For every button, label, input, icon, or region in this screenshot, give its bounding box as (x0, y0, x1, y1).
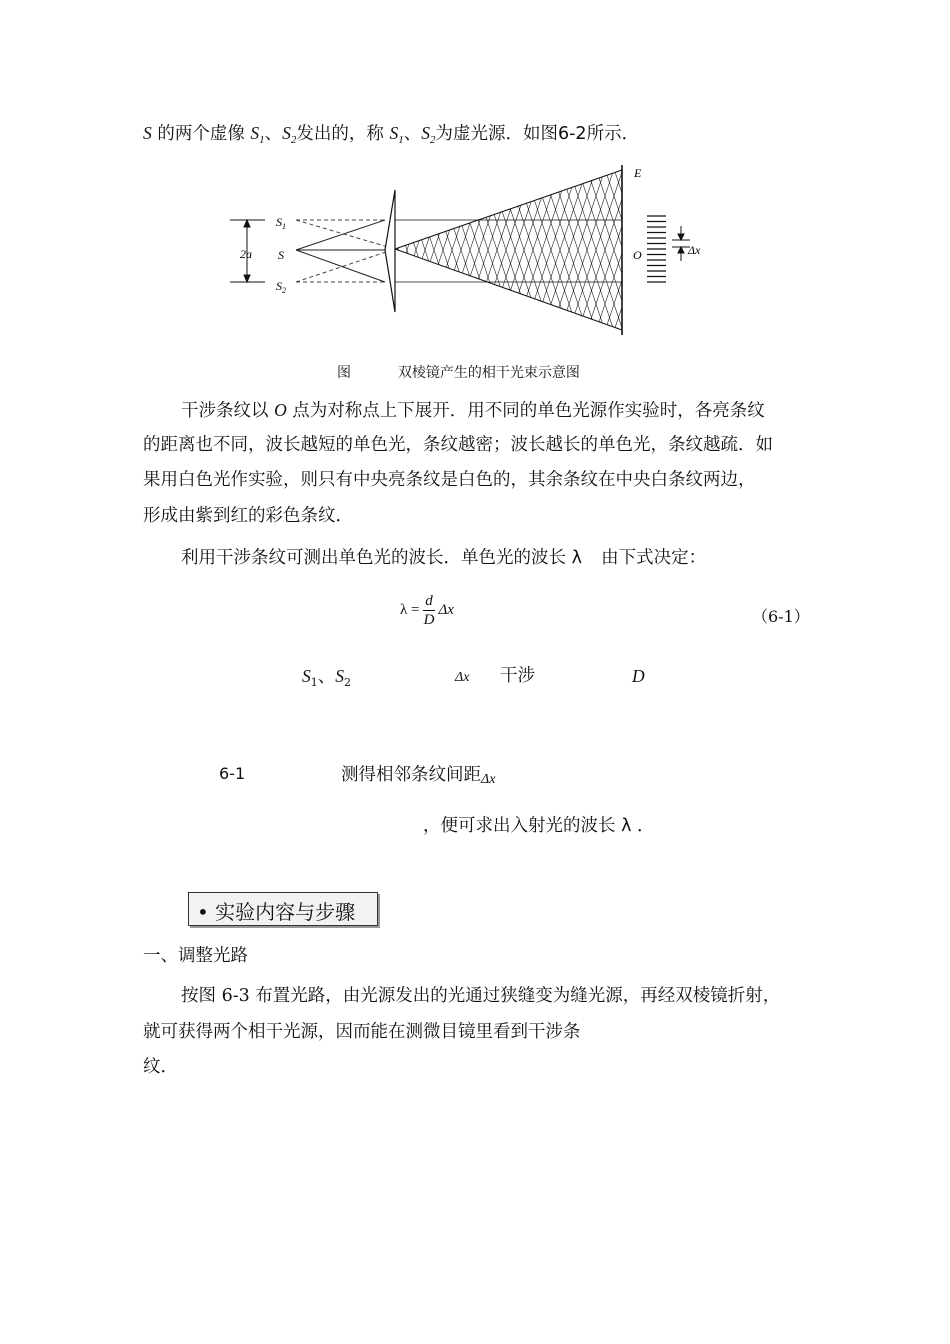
hatch-line (458, 160, 518, 340)
hatch-line (395, 160, 455, 340)
symbol-S: S (143, 123, 152, 143)
fragment-measure: 测得相邻条纹间距Δx (341, 765, 496, 787)
hatch-line (476, 160, 536, 340)
label-O: O (633, 248, 642, 262)
hatch-line (404, 160, 464, 340)
fragment-dx: Δx (455, 670, 470, 685)
symbol-S2: $S_2$ (282, 123, 297, 146)
intro-text-3: 为虚光源．如图 (435, 124, 558, 144)
intro-sep-1: 、 (264, 124, 283, 144)
hatch-line (719, 160, 779, 340)
eq-lhs: λ = (400, 602, 420, 618)
label-2a: 2a (240, 247, 252, 261)
hatch-line (701, 160, 761, 340)
hatch-line (728, 160, 788, 340)
caption-prefix: 图 (337, 365, 351, 381)
hatch-line (656, 160, 716, 340)
label-S: S (278, 248, 284, 262)
label-S2: $S_2$ (276, 279, 286, 295)
section-p1-line3: 纹． (143, 1057, 178, 1077)
symbol-S2b: $S_2$ (421, 123, 436, 146)
para1-line1: 干涉条纹以 O 点为对称点上下展开．用不同的单色光源作实验时，各亮条纹 (181, 400, 765, 421)
fragment-ganshe: 干涉 (500, 666, 535, 686)
hatch-line (485, 160, 545, 340)
hatch-line (512, 160, 572, 340)
hatch-line (737, 160, 797, 340)
caption-text: 双棱镜产生的相干光束示意图 (397, 365, 580, 381)
subsection-title: 一、调整光路 (143, 946, 248, 966)
section-heading-text: • 实验内容与步骤 (197, 900, 356, 924)
biprism-diagram (0, 160, 950, 360)
figure-ref: 6-2 (557, 124, 587, 144)
symbol-O: O (274, 400, 287, 420)
lambda-symbol: λ (571, 548, 582, 568)
eq-rhs: Δx (438, 602, 454, 618)
fringe-pattern (647, 216, 666, 282)
intro-text-1: 的两个虚像 (157, 124, 245, 144)
hatch-line (755, 160, 815, 340)
intro-sep-2: 、 (403, 124, 422, 144)
hatch-line (440, 160, 500, 340)
label-E: E (634, 166, 642, 180)
hatch-line (746, 160, 806, 340)
hatch-line (620, 160, 680, 340)
hatch-line (224, 160, 284, 340)
eq-denominator: D (423, 612, 435, 628)
hatch-line (224, 160, 284, 340)
source-rays (296, 220, 395, 282)
equation-number: （6-1） (752, 607, 810, 626)
figure-caption (337, 362, 580, 382)
hatch-line (503, 160, 563, 340)
para1-line4: 形成由紫到红的彩色条纹． (143, 506, 353, 526)
equation-6-1 (400, 592, 454, 629)
label-dx: Δx (688, 243, 701, 257)
hatch-line (692, 160, 752, 340)
symbol-S1b: $S_1$ (389, 123, 404, 146)
eq-fraction (423, 592, 435, 629)
para1-line3: 果用白色光作实验，则只有中央亮条纹是白色的，其余条纹在中央白条纹两边， (143, 470, 756, 490)
hatch-line (431, 160, 491, 340)
intro-line (143, 120, 639, 154)
biprism (385, 190, 395, 312)
label-S1: $S_1$ (276, 215, 286, 231)
intro-text-4: 所示． (586, 124, 640, 144)
symbol-S1: $S_1$ (250, 123, 265, 146)
fragment-result: ，便可求出入射光的波长 λ ． (423, 816, 655, 836)
hatch-line (728, 160, 788, 340)
hatch-line (620, 160, 680, 340)
section-heading (188, 892, 378, 926)
fragment-s1s2: $S_1$、$S_2$ (302, 666, 351, 689)
para2: 利用干涉条纹可测出单色光的波长．单色光的波长 λ 由下式决定： (181, 548, 707, 568)
virtual-rays (296, 220, 395, 282)
intro-text-2: 发出的，称 (296, 124, 384, 144)
hatch-line (701, 160, 761, 340)
eq-numerator: d (425, 593, 433, 609)
hatch-line (710, 160, 770, 340)
hatch-line (422, 160, 482, 340)
hatch-line (737, 160, 797, 340)
para1-line2: 的距离也不同，波长越短的单色光，条纹越密；波长越长的单色光，条纹越疏．如 (143, 435, 773, 455)
hatch-line (656, 160, 716, 340)
section-p1-line2: 就可获得两个相干光源，因而能在测微目镜里看到干涉条 (143, 1022, 581, 1042)
section-p1-line1: 按图 6-3 布置光路，由光源发出的光通过狭缝变为缝光源，再经双棱镜折射， (181, 986, 781, 1006)
hatch-line (692, 160, 752, 340)
hatch-line (755, 160, 815, 340)
hatch-line (710, 160, 770, 340)
beam-band (395, 220, 622, 282)
fragment-D: D (632, 666, 645, 686)
hatch-line (449, 160, 509, 340)
hatch-line (413, 160, 473, 340)
hatch-line (746, 160, 806, 340)
hatch-line (467, 160, 527, 340)
hatch-line (719, 160, 779, 340)
fragment-eq-ref: 6-1 (219, 764, 246, 783)
hatch-line (494, 160, 554, 340)
